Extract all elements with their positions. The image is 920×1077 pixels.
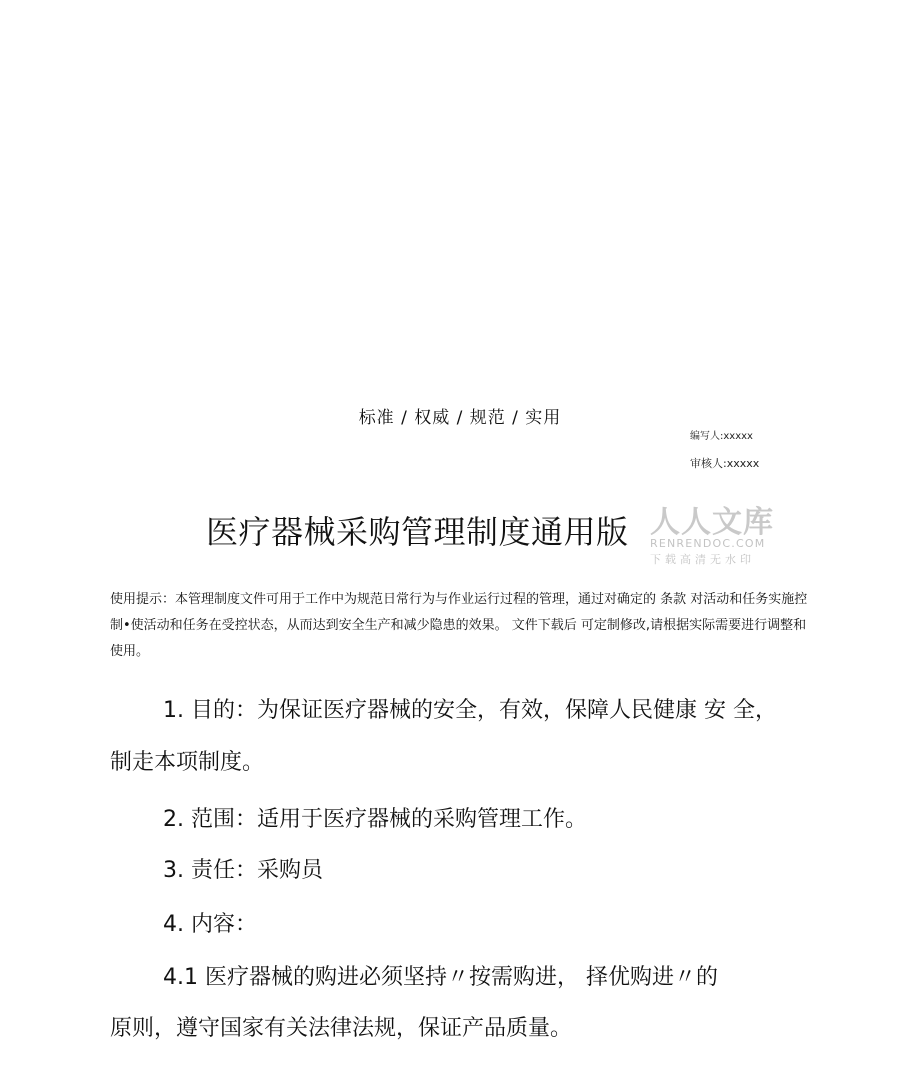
- section-purpose: 1. 目的：为保证医疗器械的安全，有效，保障人民健康 安 全，: [163, 698, 777, 723]
- watermark-slogan: 下载高清无水印: [650, 553, 755, 566]
- tagline: 标准 / 权威 / 规范 / 实用: [358, 408, 562, 428]
- usage-notice: 使用提示：本管理制度文件可用于工作中为规范日常行为与作业运行过程的管理，通过对确定的 条款 对活动和任务实施控制•使活动和任务在受控状态，从而达到安全生产和减少隐患的效果。 文件下载后 可定制修改,请根据实际需要进行调整和使用。: [110, 592, 808, 659]
- watermark-url: RENRENDOC.COM: [650, 537, 766, 550]
- section-purpose-continued: 制走本项制度。: [110, 750, 265, 775]
- reviewer-label: 审核人:xxxxx: [690, 457, 760, 470]
- section-4-1-continued: 原则，遵守国家有关法律法规，保证产品质量。: [110, 1016, 573, 1041]
- watermark-brand: 人人文库: [650, 505, 774, 540]
- section-scope: 2. 范围：适用于医疗器械的采购管理工作。: [163, 807, 587, 832]
- section-responsibility: 3. 责任：采购员: [163, 858, 323, 883]
- watermark-logo: [650, 505, 775, 567]
- document-title: 医疗器械采购管理制度通用版: [206, 513, 629, 551]
- author-label: 编写人:xxxxx: [690, 431, 753, 442]
- section-content: 4. 内容：: [163, 912, 257, 937]
- section-4-1: 4.1 医疗器械的购进必须坚持〃按需购进， 择优购进〃的: [163, 965, 718, 990]
